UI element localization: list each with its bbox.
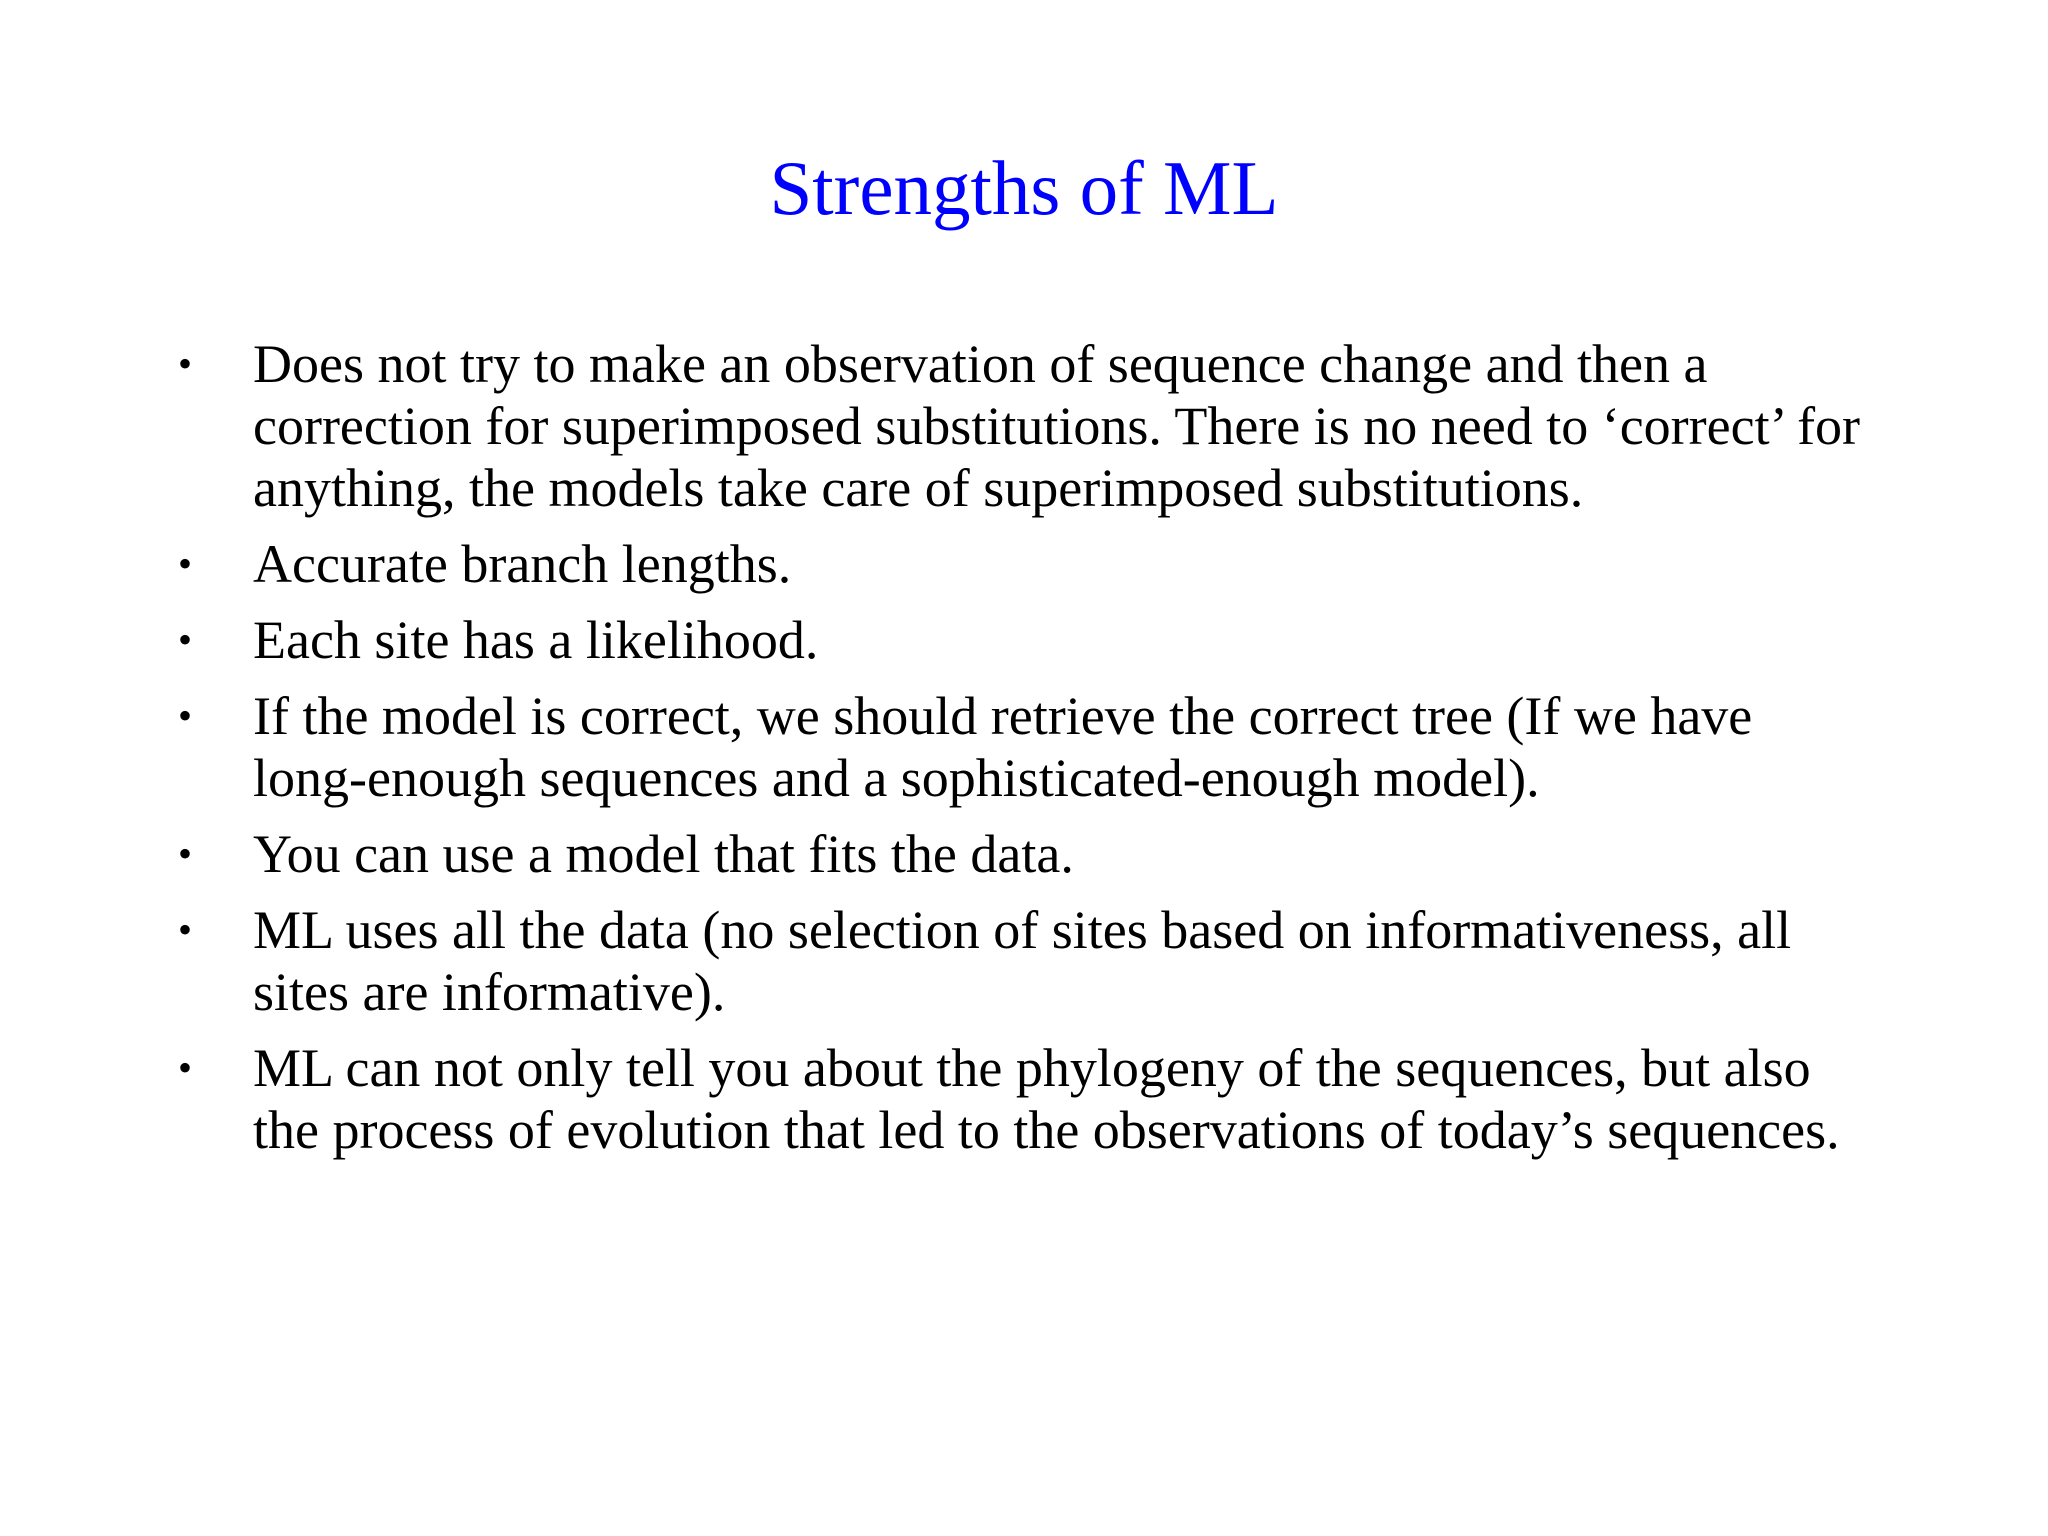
bullet-text: ML can not only tell you about the phylogeny of the sequences, but also the process of evolution that led to the observations of today’s sequences. xyxy=(253,1038,1840,1160)
bullet-item xyxy=(178,609,1878,671)
bullet-item xyxy=(178,333,1878,519)
bullet-text: If the model is correct, we should retrieve the correct tree (If we have long-enough sequences and a sophisticated-enough model). xyxy=(253,686,1753,808)
bullet-text: ML uses all the data (no selection of sites based on informativeness, all sites are informative). xyxy=(253,900,1792,1022)
slide-title: Strengths of ML xyxy=(769,145,1279,231)
bullet-icon: • xyxy=(178,341,193,386)
bullet-icon: • xyxy=(178,617,193,662)
bullet-icon: • xyxy=(178,1045,193,1090)
bullet-icon: • xyxy=(178,907,193,952)
bullet-text: You can use a model that fits the data. xyxy=(253,824,1074,884)
bullet-item xyxy=(178,823,1878,885)
bullet-item xyxy=(178,685,1878,809)
bullet-icon: • xyxy=(178,831,193,876)
bullet-icon: • xyxy=(178,693,193,738)
bullet-text: Each site has a likelihood. xyxy=(253,610,819,670)
bullet-item xyxy=(178,533,1878,595)
bullet-text: Accurate branch lengths. xyxy=(253,534,792,594)
bullet-text: Does not try to make an observation of sequence change and then a correction for superimposed substitutions. There is no need to ‘correct’ for anything, the models take care of superimposed substitutions. xyxy=(253,334,1861,518)
bullet-list xyxy=(178,333,1878,1175)
bullet-icon: • xyxy=(178,541,193,586)
bullet-item xyxy=(178,1037,1878,1161)
bullet-item xyxy=(178,899,1878,1023)
